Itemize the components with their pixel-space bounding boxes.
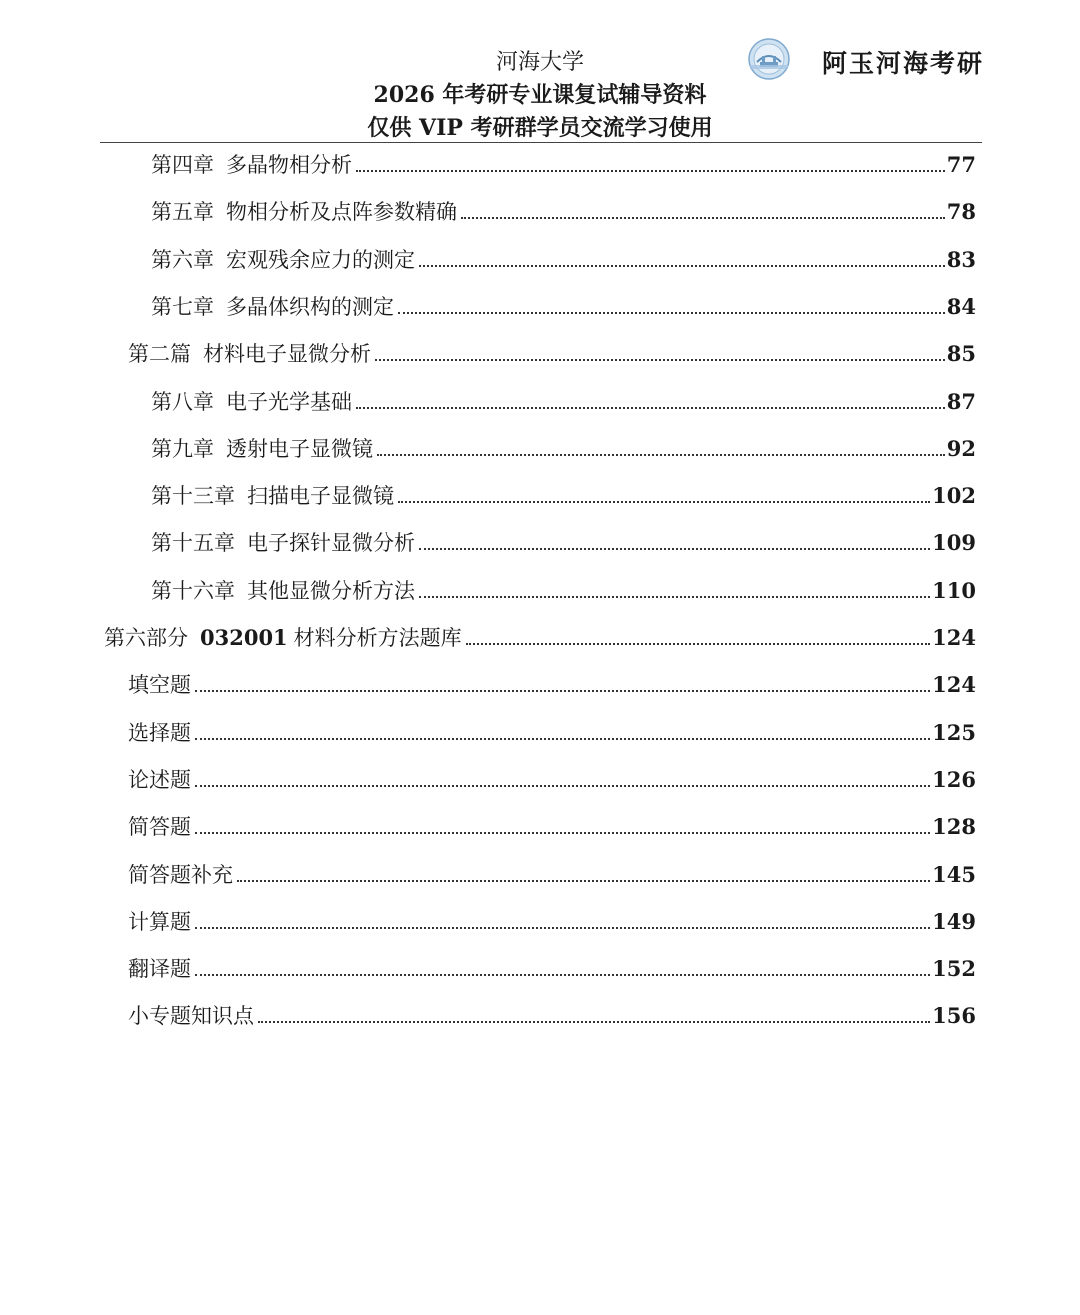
toc-entry-label: 小专题知识点	[128, 1004, 254, 1029]
toc-entry-title	[151, 150, 352, 180]
toc-entry-page: 85	[946, 341, 976, 367]
header-divider	[100, 142, 982, 143]
brand-name: 阿玉河海考研	[822, 49, 985, 78]
toc-dot-leader	[356, 170, 945, 172]
toc-entry-page: 78	[946, 199, 976, 225]
toc-entry[interactable]	[151, 528, 976, 558]
toc-dot-leader	[195, 832, 930, 834]
toc-entry-title	[128, 765, 191, 795]
toc-dot-leader	[419, 548, 930, 550]
toc-entry-label: 简答题	[128, 815, 191, 840]
toc-entry-title	[104, 623, 462, 653]
toc-dot-leader	[237, 880, 930, 882]
page-header	[0, 0, 1080, 146]
toc-dot-leader	[356, 407, 945, 409]
toc-entry-title	[128, 718, 191, 748]
header-university: 河海大学	[495, 50, 584, 75]
toc-entry-number: 第六章	[151, 247, 214, 272]
toc-entry-title	[151, 434, 373, 464]
toc-dot-leader	[195, 974, 930, 976]
toc-entry-page: 77	[946, 152, 976, 177]
toc-entry[interactable]	[128, 670, 976, 700]
toc-entry-page: 124	[932, 672, 976, 698]
toc-entry-page: 145	[932, 861, 976, 887]
toc-entry-title	[151, 292, 394, 322]
toc-entry-label: 其他显微分析方法	[247, 578, 415, 603]
toc-dot-leader	[419, 596, 930, 598]
toc-entry[interactable]	[151, 387, 976, 417]
toc-entry[interactable]	[128, 765, 976, 795]
header-subtitle: 2026 年考研专业课复试辅导资料	[373, 82, 707, 108]
toc-entry[interactable]	[128, 812, 976, 842]
toc-entry-page: 83	[946, 246, 976, 272]
toc-entry-label: 翻译题	[128, 957, 191, 982]
toc-entry[interactable]	[128, 718, 976, 748]
toc-entry-title	[128, 1001, 254, 1031]
toc-entry-title	[151, 576, 415, 606]
toc-entry-label: 材料分析方法题库	[293, 626, 462, 650]
toc-entry-label: 简答题补充	[128, 862, 233, 887]
toc-entry[interactable]	[104, 623, 976, 653]
toc-dot-leader	[195, 690, 930, 692]
toc-entry-title	[128, 954, 191, 984]
toc-entry[interactable]	[128, 1001, 976, 1031]
toc-entry[interactable]	[128, 339, 976, 369]
toc-entry-title	[151, 528, 415, 558]
toc-entry-title	[128, 860, 233, 890]
toc-dot-leader	[195, 927, 930, 929]
toc-entry-title	[128, 812, 191, 842]
header-title-block	[290, 46, 790, 145]
toc-entry[interactable]	[151, 245, 976, 275]
toc-entry[interactable]	[128, 907, 976, 937]
toc-entry-page: 126	[932, 766, 976, 792]
toc-dot-leader	[398, 312, 945, 314]
toc-entry-title	[151, 197, 457, 227]
toc-entry-label: 扫描电子显微镜	[247, 484, 394, 509]
toc-entry[interactable]	[151, 292, 976, 322]
toc-entry[interactable]	[128, 860, 976, 890]
toc-entry-title	[151, 387, 352, 417]
toc-entry-label: 多晶体织构的测定	[226, 294, 394, 319]
toc-entry-label: 选择题	[128, 720, 191, 745]
toc-entry-label: 宏观残余应力的测定	[226, 247, 415, 272]
toc-entry-page: 149	[932, 908, 976, 934]
toc-entry[interactable]	[151, 576, 976, 606]
toc-entry-page: 84	[946, 293, 976, 319]
toc-entry-number: 第八章	[151, 389, 214, 414]
toc-entry-page: 87	[946, 388, 976, 414]
toc-entry-page: 125	[932, 719, 976, 745]
toc-entry-page: 102	[932, 483, 976, 509]
toc-dot-leader	[398, 501, 930, 503]
toc-entry[interactable]	[128, 954, 976, 984]
toc-entry-title	[128, 339, 371, 369]
toc-entry-title	[128, 907, 191, 937]
toc-entry-page: 109	[932, 530, 976, 556]
toc-entry-page: 124	[932, 625, 976, 650]
toc-dot-leader	[195, 785, 930, 787]
toc-dot-leader	[258, 1021, 930, 1023]
university-emblem-icon	[748, 38, 790, 80]
toc-dot-leader	[419, 265, 945, 267]
toc-entry-label: 论述题	[128, 767, 191, 792]
toc-entry-label: 多晶物相分析	[226, 153, 352, 177]
toc-entry-page: 128	[932, 814, 976, 840]
toc-entry-label: 电子光学基础	[226, 389, 352, 414]
toc-dot-leader	[195, 738, 930, 740]
toc-entry-number: 第二篇	[128, 342, 191, 367]
toc-entry-code: 032001	[200, 625, 288, 650]
toc-dot-leader	[466, 643, 930, 645]
toc-entry-label: 填空题	[128, 673, 191, 698]
toc-entry-title	[151, 245, 415, 275]
toc-entry[interactable]	[151, 197, 976, 227]
toc-entry-number: 第十五章	[151, 531, 235, 556]
toc-entry-number: 第九章	[151, 436, 214, 461]
toc-entry-number: 第十三章	[151, 484, 235, 509]
toc-dot-leader	[377, 454, 945, 456]
toc-entry-label: 材料电子显微分析	[203, 342, 371, 367]
toc-entry-page: 152	[932, 956, 976, 982]
toc-dot-leader	[375, 359, 945, 361]
toc-entry[interactable]	[151, 481, 976, 511]
toc-entry-page: 110	[932, 577, 976, 603]
toc-entry-number: 第五章	[151, 200, 214, 225]
toc-entry-number: 第七章	[151, 294, 214, 319]
toc-entry-label: 计算题	[128, 909, 191, 934]
toc-entry-page: 92	[946, 435, 976, 461]
header-notice: 仅供 VIP 考研群学员交流学习使用	[367, 115, 713, 141]
toc-entry-page: 156	[932, 1003, 976, 1029]
toc-entry-label: 物相分析及点阵参数精确	[226, 200, 457, 225]
toc-entry[interactable]	[151, 150, 976, 180]
toc-entry-title	[128, 670, 191, 700]
toc-dot-leader	[461, 217, 945, 219]
toc-entry-number: 第六部分	[104, 626, 188, 650]
toc-entry[interactable]	[151, 434, 976, 464]
toc-entry-number: 第十六章	[151, 578, 235, 603]
toc-entry-title	[151, 481, 394, 511]
toc-entry-label: 电子探针显微分析	[247, 531, 415, 556]
toc-entry-number: 第四章	[151, 153, 214, 177]
toc-entry-label: 透射电子显微镜	[226, 436, 373, 461]
